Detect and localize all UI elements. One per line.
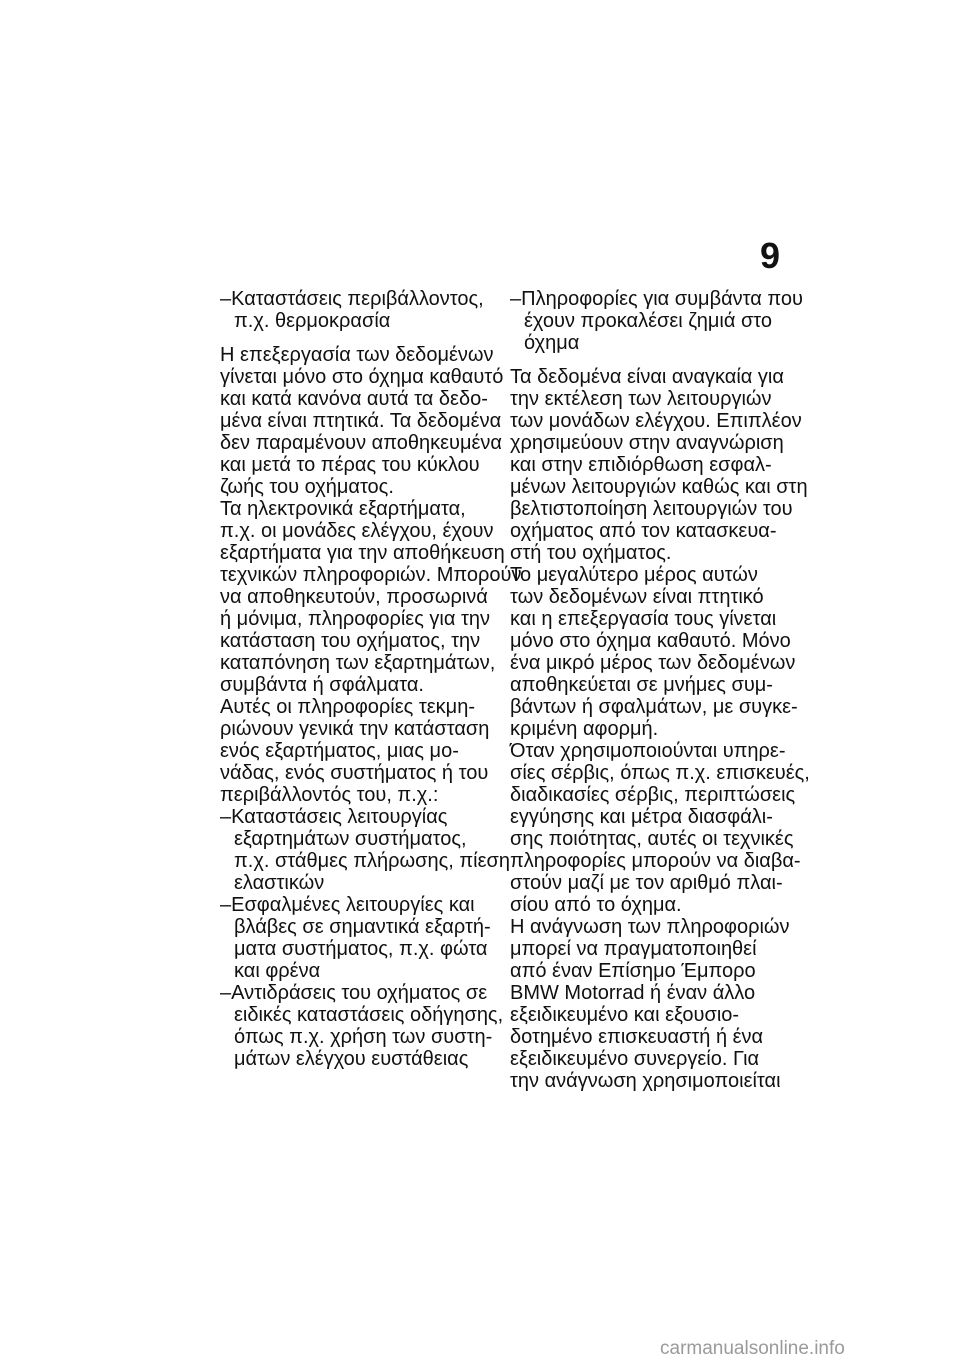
text-line: καταπόνηση των εξαρτημάτων, bbox=[220, 652, 496, 674]
text-line: εξαρτημάτων συστήματος, bbox=[234, 828, 467, 850]
text-line: –Πληροφορίες για συμβάντα που bbox=[510, 288, 803, 310]
text-line: έχουν προκαλέσει ζημιά στο bbox=[524, 310, 773, 332]
text-line: στούν μαζί με τον αριθμό πλαι- bbox=[510, 872, 783, 894]
left-list-item-4 bbox=[220, 982, 504, 1070]
watermark-text: carmanualsonline.info bbox=[660, 1338, 845, 1359]
text-line: να αποθηκευτούν, προσωρινά bbox=[220, 586, 488, 608]
text-line: κριμένη αφορμή. bbox=[510, 718, 659, 740]
text-line: μένων λειτουργιών καθώς και στη bbox=[510, 476, 808, 498]
text-line: πληροφορίες μπορούν να διαβα- bbox=[510, 850, 801, 872]
text-line: –Καταστάσεις λειτουργίας bbox=[220, 806, 448, 828]
text-line: εγγύησης και μέτρα διασφάλι- bbox=[510, 806, 773, 828]
text-line: BMW Motorrad ή έναν άλλο bbox=[510, 982, 756, 1004]
text-line: σης ποιότητας, αυτές οι τεχνικές bbox=[510, 828, 794, 850]
text-line: εξειδικευμένο και εξουσιο- bbox=[510, 1004, 740, 1026]
right-list-item-1 bbox=[510, 288, 803, 354]
text-line: συμβάντα ή σφάλματα. bbox=[220, 674, 424, 696]
text-line: –Αντιδράσεις του οχήματος σε bbox=[220, 982, 488, 1004]
text-line: σίες σέρβις, όπως π.χ. επισκευές, bbox=[510, 762, 810, 784]
text-line: νάδας, ενός συστήματος ή του bbox=[220, 762, 489, 784]
text-line: όχημα bbox=[524, 332, 580, 354]
left-list-item-1 bbox=[220, 288, 492, 332]
text-line: και μετά το πέρας του κύκλου bbox=[220, 454, 480, 476]
text-line: χρησιμεύουν στην αναγνώριση bbox=[510, 432, 784, 454]
text-line: όπως π.χ. χρήση των συστη- bbox=[234, 1026, 493, 1048]
text-line: γίνεται μόνο στο όχημα καθαυτό bbox=[220, 366, 504, 388]
text-line: μάτων ελέγχου ευστάθειας bbox=[234, 1048, 469, 1070]
text-line: Η ανάγνωση των πληροφοριών bbox=[510, 916, 790, 938]
text-line: δοτημένο επισκευαστή ή ένα bbox=[510, 1026, 764, 1048]
text-line: μένα είναι πτητικά. Τα δεδομένα bbox=[220, 410, 502, 432]
text-line: Η επεξεργασία των δεδομένων bbox=[220, 344, 494, 366]
text-line: –Καταστάσεις περιβάλλοντος, bbox=[220, 288, 484, 310]
text-line: Το μεγαλύτερο μέρος αυτών bbox=[510, 564, 758, 586]
left-paragraph-1 bbox=[220, 344, 522, 806]
text-line: και στην επιδιόρθωση εσφαλ- bbox=[510, 454, 772, 476]
text-line: των δεδομένων είναι πτητικό bbox=[510, 586, 764, 608]
text-line: την ανάγνωση χρησιμοποιείται bbox=[510, 1070, 781, 1092]
text-line: Αυτές οι πληροφορίες τεκμη- bbox=[220, 696, 475, 718]
text-line: οχήματος από τον κατασκευα- bbox=[510, 520, 777, 542]
text-line: Όταν χρησιμοποιούνται υπηρε- bbox=[510, 740, 786, 762]
right-column bbox=[510, 288, 810, 1092]
text-line: ειδικές καταστάσεις οδήγησης, bbox=[234, 1004, 504, 1026]
text-line: των μονάδων ελέγχου. Επιπλέον bbox=[510, 410, 802, 432]
text-line: ή μόνιμα, πληροφορίες για την bbox=[220, 608, 490, 630]
text-line: ριώνουν γενικά την κατάσταση bbox=[220, 718, 490, 740]
text-line: και φρένα bbox=[234, 960, 321, 982]
text-line: στή του οχήματος. bbox=[510, 542, 672, 564]
text-line: Τα δεδομένα είναι αναγκαία για bbox=[510, 366, 784, 388]
text-line: μόνο στο όχημα καθαυτό. Μόνο bbox=[510, 630, 791, 652]
right-paragraph-1 bbox=[510, 366, 810, 1092]
text-line: –Εσφαλμένες λειτουργίες και bbox=[220, 894, 475, 916]
text-line: αποθηκεύεται σε μνήμες συμ- bbox=[510, 674, 773, 696]
text-line: βλάβες σε σημαντικά εξαρτή- bbox=[234, 916, 491, 938]
text-line: ματα συστήματος, π.χ. φώτα bbox=[234, 938, 488, 960]
left-column bbox=[220, 288, 522, 1070]
text-line: τεχνικών πληροφοριών. Μπορούν bbox=[220, 564, 522, 586]
text-line: βελτιστοποίηση λειτουργιών του bbox=[510, 498, 793, 520]
left-list-item-2 bbox=[220, 806, 511, 894]
text-line: δεν παραμένουν αποθηκευμένα bbox=[220, 432, 502, 454]
text-line: εξειδικευμένο συνεργείο. Για bbox=[510, 1048, 760, 1070]
text-line: και η επεξεργασία τους γίνεται bbox=[510, 608, 777, 630]
text-line: π.χ. θερμοκρασία bbox=[234, 310, 391, 332]
text-line: ελαστικών bbox=[234, 872, 325, 894]
text-line: από έναν Επίσημο Έμπορο bbox=[510, 960, 756, 982]
text-line: π.χ. οι μονάδες ελέγχου, έχουν bbox=[220, 520, 494, 542]
text-line: περιβάλλοντός του, π.χ.: bbox=[220, 784, 439, 806]
text-line: και κατά κανόνα αυτά τα δεδο- bbox=[220, 388, 488, 410]
text-line: διαδικασίες σέρβις, περιπτώσεις bbox=[510, 784, 796, 806]
text-line: κατάσταση του οχήματος, την bbox=[220, 630, 481, 652]
text-line: ενός εξαρτήματος, μιας μο- bbox=[220, 740, 459, 762]
text-line: σίου από το όχημα. bbox=[510, 894, 682, 916]
left-list-item-3 bbox=[220, 894, 492, 982]
text-line: ένα μικρό μέρος των δεδομένων bbox=[510, 652, 796, 674]
text-line: Τα ηλεκτρονικά εξαρτήματα, bbox=[220, 498, 466, 520]
text-line: μπορεί να πραγματοποιηθεί bbox=[510, 938, 757, 960]
text-line: π.χ. στάθμες πλήρωσης, πίεση bbox=[234, 850, 511, 872]
text-line: ζωής του οχήματος. bbox=[220, 476, 394, 498]
text-line: την εκτέλεση των λειτουργιών bbox=[510, 388, 772, 410]
text-line: εξαρτήματα για την αποθήκευση bbox=[220, 542, 505, 564]
text-line: βάντων ή σφαλμάτων, με συγκε- bbox=[510, 696, 798, 718]
page-number: 9 bbox=[759, 235, 781, 276]
